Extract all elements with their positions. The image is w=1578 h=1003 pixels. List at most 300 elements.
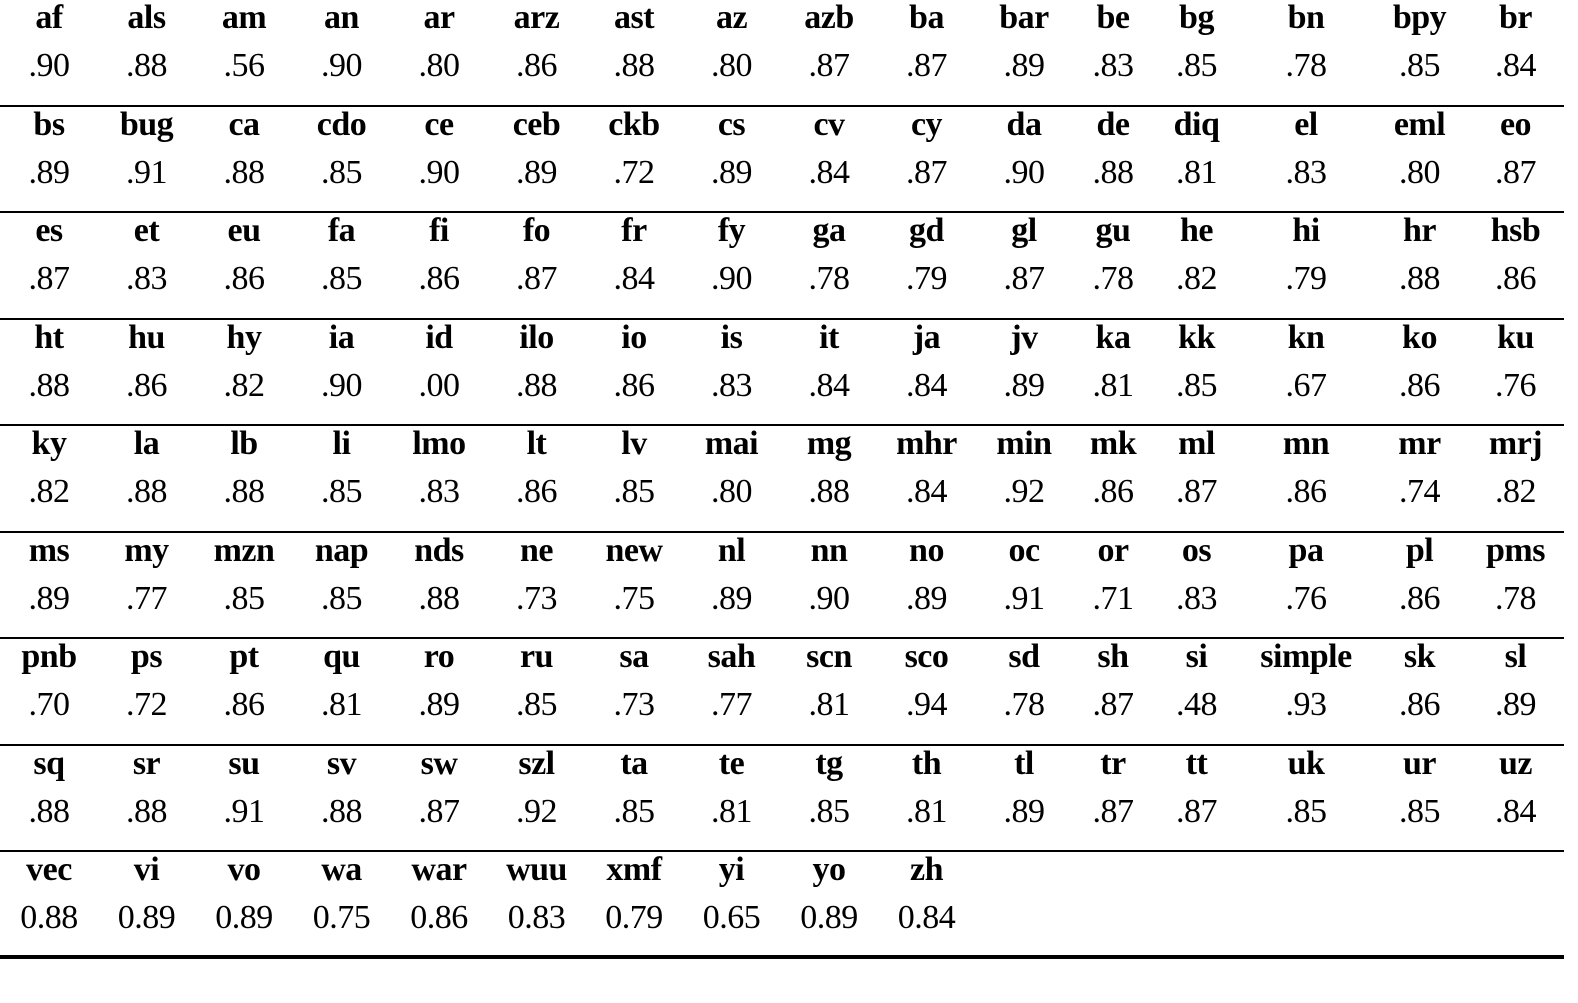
language-code-cell: cv: [813, 105, 845, 143]
language-code-cell: ia: [328, 318, 355, 356]
score-cell: .81: [1092, 366, 1134, 404]
score-cell: .85: [321, 153, 362, 191]
language-code-cell: mai: [704, 425, 759, 462]
language-code-cell: mrj: [1488, 425, 1543, 462]
score-cell: .87: [808, 47, 850, 84]
language-code-cell: is: [720, 318, 743, 356]
language-code-cell: eo: [1499, 105, 1532, 143]
language-code-cell: vo: [227, 851, 261, 888]
language-code-cell: cy: [910, 105, 943, 143]
table-row-group: [0, 740, 1564, 853]
language-code-cell: am: [221, 0, 267, 36]
score-cell: .87: [1003, 260, 1045, 297]
score-cell: .88: [516, 366, 557, 404]
language-code-cell: tt: [1185, 744, 1208, 782]
score-cell: .85: [321, 473, 362, 510]
score-cell: .81: [808, 686, 850, 723]
language-code-cell: bn: [1287, 0, 1325, 36]
language-code-cell: hsb: [1490, 212, 1541, 249]
language-code-cell: ru: [520, 638, 553, 675]
language-code-cell: arz: [513, 0, 560, 36]
language-code-cell: hy: [226, 318, 262, 356]
score-cell: .88: [418, 579, 460, 617]
score-cell: .88: [321, 792, 362, 830]
score-cell: .89: [1495, 686, 1536, 723]
language-code-cell: pa: [1288, 531, 1324, 569]
score-cell: .91: [223, 792, 265, 830]
score-cell: 0.88: [20, 899, 78, 936]
language-code-row: [0, 0, 1564, 42]
language-code-cell: fy: [717, 212, 746, 249]
score-cell: .70: [28, 686, 70, 723]
language-code-cell: ky: [31, 425, 67, 462]
score-cell: .85: [321, 579, 362, 617]
language-code-cell: te: [718, 744, 745, 782]
language-code-cell: la: [133, 425, 160, 462]
score-cell: .78: [1092, 260, 1134, 297]
language-code-cell: sw: [420, 744, 458, 782]
score-cell: .82: [28, 473, 70, 510]
language-code-cell: es: [35, 212, 63, 249]
score-cell: .76: [1285, 579, 1327, 617]
score-row: [0, 362, 1564, 410]
language-code-cell: bg: [1179, 0, 1214, 36]
score-cell: .90: [711, 260, 752, 297]
language-code-cell: sk: [1403, 638, 1436, 675]
language-code-row: [0, 314, 1564, 362]
language-code-cell: ckb: [608, 105, 660, 143]
language-code-cell: lb: [230, 425, 258, 462]
language-code-row: [0, 527, 1564, 575]
language-code-cell: ta: [620, 744, 648, 782]
score-cell: .90: [808, 579, 850, 617]
table-row-group: [0, 314, 1564, 427]
score-row: [0, 149, 1564, 197]
table-row-group: [0, 420, 1564, 533]
score-cell: 0.89: [800, 899, 858, 936]
score-cell: .85: [1176, 366, 1217, 404]
language-code-cell: de: [1096, 105, 1130, 143]
language-code-cell: mzn: [213, 531, 275, 569]
language-code-cell: diq: [1173, 105, 1220, 143]
score-cell: .90: [321, 366, 362, 404]
score-cell: .80: [1399, 153, 1440, 191]
language-code-cell: sa: [619, 638, 649, 675]
language-code-cell: ba: [909, 0, 944, 36]
score-cell: .86: [1285, 473, 1327, 510]
language-code-cell: ro: [423, 638, 455, 675]
language-code-row: [0, 740, 1564, 788]
language-code-cell: new: [605, 531, 663, 569]
language-code-cell: kk: [1178, 318, 1215, 356]
language-code-cell: af: [35, 0, 63, 36]
table-row-group: [0, 527, 1564, 640]
score-cell: .87: [418, 792, 460, 830]
score-cell: .78: [808, 260, 850, 297]
language-code-row: [0, 420, 1564, 468]
score-cell: .88: [1092, 153, 1134, 191]
score-cell: .89: [1003, 792, 1045, 830]
language-code-cell: ml: [1178, 425, 1215, 462]
language-code-cell: pl: [1405, 531, 1434, 569]
language-code-cell: th: [911, 744, 942, 782]
score-cell: .86: [1092, 473, 1134, 510]
language-code-cell: my: [124, 531, 169, 569]
score-cell: .85: [321, 260, 362, 297]
score-cell: .89: [28, 153, 70, 191]
score-cell: 0.86: [410, 899, 468, 936]
language-code-cell: nl: [717, 531, 746, 569]
score-cell: .00: [418, 366, 460, 404]
language-code-cell: no: [909, 531, 944, 569]
language-code-cell: yi: [718, 851, 745, 888]
score-cell: .73: [516, 579, 557, 617]
score-cell: .85: [808, 792, 850, 830]
language-code-cell: fr: [621, 212, 647, 249]
language-code-cell: eml: [1393, 105, 1446, 143]
score-cell: .76: [1495, 366, 1536, 404]
language-code-cell: vi: [133, 851, 160, 888]
score-cell: .89: [418, 686, 460, 723]
score-cell: .81: [906, 792, 947, 830]
table-row-group: [0, 633, 1564, 746]
score-cell: .88: [223, 473, 265, 510]
language-code-cell: an: [324, 0, 359, 36]
language-code-cell: da: [1006, 105, 1042, 143]
score-cell: .73: [613, 686, 655, 723]
score-cell: 0.89: [215, 899, 273, 936]
table-row-group: [0, 0, 1564, 107]
score-cell: .78: [1285, 47, 1327, 84]
language-code-cell: os: [1181, 531, 1212, 569]
score-cell: .91: [126, 153, 167, 191]
language-code-cell: oc: [1008, 531, 1040, 569]
language-code-cell: ilo: [519, 318, 554, 356]
language-code-cell: mk: [1089, 425, 1137, 462]
language-code-cell: lt: [526, 425, 547, 462]
language-code-cell: et: [133, 212, 160, 249]
language-code-cell: bpy: [1392, 0, 1447, 36]
score-cell: .94: [906, 686, 947, 723]
language-code-cell: azb: [804, 0, 854, 36]
score-cell: .87: [906, 47, 947, 84]
score-cell: .84: [906, 366, 947, 404]
score-cell: .85: [1399, 47, 1440, 84]
language-code-cell: zh: [910, 851, 943, 888]
language-code-cell: cdo: [316, 105, 367, 143]
score-cell: .88: [126, 47, 167, 84]
language-code-cell: war: [411, 851, 467, 888]
language-code-cell: mr: [1398, 425, 1441, 462]
score-cell: .72: [126, 686, 167, 723]
language-code-cell: yo: [812, 851, 846, 888]
score-cell: .93: [1285, 686, 1327, 723]
score-cell: .82: [1495, 473, 1536, 510]
table-row-group: [0, 846, 1564, 959]
score-row: [0, 42, 1564, 90]
language-code-cell: pnb: [21, 638, 77, 675]
language-code-cell: lv: [621, 425, 647, 462]
language-code-cell: bug: [119, 105, 174, 143]
score-cell: .78: [1495, 579, 1536, 617]
score-cell: .82: [1176, 260, 1217, 297]
score-cell: 0.79: [605, 899, 663, 936]
language-code-cell: mg: [806, 425, 852, 462]
language-code-cell: ar: [423, 0, 455, 36]
score-cell: .82: [223, 366, 265, 404]
score-cell: .83: [1092, 47, 1134, 84]
score-cell: .79: [1285, 260, 1327, 297]
language-code-cell: nds: [414, 531, 464, 569]
score-cell: .89: [711, 579, 752, 617]
language-code-cell: qu: [323, 638, 360, 675]
score-cell: .88: [1399, 260, 1440, 297]
language-code-cell: tg: [815, 744, 843, 782]
score-cell: .83: [1285, 153, 1327, 191]
score-cell: .85: [1176, 47, 1217, 84]
language-code-row: [0, 101, 1564, 149]
score-cell: .89: [1003, 366, 1045, 404]
score-cell: .88: [223, 153, 265, 191]
score-cell: 0.65: [702, 899, 761, 936]
language-code-cell: als: [127, 0, 166, 36]
language-code-cell: sah: [707, 638, 756, 675]
language-code-cell: sco: [904, 638, 949, 675]
score-cell: .87: [28, 260, 70, 297]
score-cell: .79: [906, 260, 947, 297]
score-cell: .87: [1092, 792, 1134, 830]
language-code-cell: ast: [613, 0, 655, 36]
language-code-cell: br: [1499, 0, 1532, 36]
language-code-cell: tr: [1100, 744, 1126, 782]
language-code-cell: ca: [228, 105, 260, 143]
score-cell: .89: [516, 153, 557, 191]
language-code-cell: ms: [28, 531, 70, 569]
language-code-cell: bs: [33, 105, 65, 143]
language-code-cell: tl: [1014, 744, 1034, 782]
language-code-cell: ht: [34, 318, 64, 356]
language-code-cell: szl: [518, 744, 555, 782]
language-code-cell: ku: [1497, 318, 1534, 356]
score-cell: .86: [1399, 366, 1440, 404]
language-code-cell: mn: [1282, 425, 1330, 462]
score-row: [0, 894, 1564, 942]
score-cell: .88: [28, 792, 70, 830]
score-cell: .89: [28, 579, 70, 617]
score-cell: .86: [1399, 579, 1440, 617]
score-row: [0, 681, 1564, 729]
language-code-cell: ko: [1402, 318, 1437, 356]
score-cell: .84: [808, 153, 850, 191]
language-code-cell: cs: [717, 105, 746, 143]
language-code-cell: bar: [999, 0, 1049, 36]
score-cell: .86: [223, 686, 265, 723]
language-code-cell: min: [996, 425, 1052, 462]
score-cell: .87: [516, 260, 557, 297]
score-cell: .88: [126, 473, 167, 510]
language-code-cell: fa: [327, 212, 356, 249]
language-code-cell: lmo: [412, 425, 466, 462]
language-code-cell: be: [1096, 0, 1130, 36]
language-code-cell: sr: [132, 744, 161, 782]
score-cell: 0.84: [897, 899, 956, 936]
score-cell: .86: [613, 366, 655, 404]
score-cell: .86: [516, 47, 557, 84]
score-row: [0, 575, 1564, 623]
table-row-group: [0, 207, 1564, 320]
language-code-cell: sl: [1504, 638, 1527, 675]
language-code-cell: nap: [314, 531, 369, 569]
score-cell: .81: [321, 686, 362, 723]
language-code-cell: uk: [1287, 744, 1325, 782]
score-cell: .85: [1285, 792, 1327, 830]
language-code-cell: ce: [424, 105, 454, 143]
score-cell: .83: [126, 260, 167, 297]
language-code-cell: it: [819, 318, 839, 356]
language-code-cell: io: [621, 318, 647, 356]
score-cell: .80: [418, 47, 460, 84]
score-cell: .90: [418, 153, 460, 191]
score-cell: .78: [1003, 686, 1045, 723]
score-cell: .86: [418, 260, 460, 297]
score-cell: .85: [516, 686, 557, 723]
score-cell: .91: [1003, 579, 1045, 617]
language-code-cell: hi: [1292, 212, 1320, 249]
language-code-cell: fi: [429, 212, 449, 249]
score-cell: .86: [516, 473, 557, 510]
score-cell: .84: [1495, 792, 1536, 830]
score-cell: .88: [126, 792, 167, 830]
language-code-cell: sd: [1008, 638, 1040, 675]
score-cell: .87: [1176, 473, 1217, 510]
score-cell: .75: [613, 579, 655, 617]
score-cell: .80: [711, 473, 752, 510]
language-code-cell: scn: [806, 638, 852, 675]
score-cell: .85: [613, 792, 655, 830]
language-code-cell: gu: [1095, 212, 1131, 249]
language-code-cell: he: [1180, 212, 1213, 249]
score-cell: .67: [1285, 366, 1327, 404]
score-cell: .83: [711, 366, 752, 404]
language-code-cell: ja: [912, 318, 941, 356]
language-code-cell: sq: [33, 744, 65, 782]
score-cell: .84: [613, 260, 655, 297]
language-code-cell: eu: [227, 212, 261, 249]
score-cell: .90: [28, 47, 70, 84]
score-cell: .83: [1176, 579, 1217, 617]
score-cell: .89: [1003, 47, 1045, 84]
language-code-cell: fo: [522, 212, 551, 249]
language-code-cell: ps: [130, 638, 163, 675]
language-code-row: [0, 846, 1564, 894]
language-code-cell: id: [425, 318, 453, 356]
language-code-cell: hu: [128, 318, 165, 356]
score-cell: .87: [906, 153, 947, 191]
score-cell: .85: [1399, 792, 1440, 830]
score-cell: .86: [1495, 260, 1536, 297]
language-code-cell: nn: [810, 531, 848, 569]
language-code-cell: si: [1185, 638, 1208, 675]
score-cell: .56: [223, 47, 265, 84]
score-cell: .86: [1399, 686, 1440, 723]
language-code-row: [0, 633, 1564, 681]
score-cell: .83: [418, 473, 460, 510]
score-cell: .88: [808, 473, 850, 510]
language-code-cell: sv: [326, 744, 357, 782]
score-cell: .81: [1176, 153, 1217, 191]
language-code-cell: ka: [1095, 318, 1131, 356]
language-code-cell: ceb: [512, 105, 561, 143]
language-code-cell: sh: [1097, 638, 1129, 675]
score-cell: .84: [1495, 47, 1536, 84]
language-code-cell: mhr: [896, 425, 957, 462]
score-cell: .86: [126, 366, 167, 404]
score-cell: 0.83: [507, 899, 566, 936]
language-code-cell: hr: [1403, 212, 1436, 249]
language-code-cell: xmf: [606, 851, 662, 888]
score-cell: .92: [516, 792, 557, 830]
score-cell: .71: [1092, 579, 1134, 617]
score-cell: .87: [1176, 792, 1217, 830]
score-cell: .84: [808, 366, 850, 404]
language-code-cell: pms: [1486, 531, 1545, 569]
score-cell: 0.75: [312, 899, 371, 936]
score-cell: .89: [711, 153, 752, 191]
score-cell: .85: [613, 473, 655, 510]
language-code-cell: gl: [1011, 212, 1037, 249]
score-cell: .92: [1003, 473, 1045, 510]
language-code-cell: li: [332, 425, 351, 462]
score-cell: .74: [1399, 473, 1440, 510]
language-code-cell: jv: [1010, 318, 1038, 356]
score-cell: .84: [906, 473, 947, 510]
language-code-cell: vec: [26, 851, 72, 888]
language-code-cell: el: [1294, 105, 1318, 143]
score-cell: .86: [223, 260, 265, 297]
score-cell: .87: [1495, 153, 1536, 191]
score-cell: .77: [711, 686, 752, 723]
score-cell: .77: [126, 579, 167, 617]
score-cell: .85: [223, 579, 265, 617]
score-cell: .89: [906, 579, 947, 617]
language-code-cell: gd: [909, 212, 944, 249]
language-code-cell: simple: [1260, 638, 1352, 675]
score-cell: 0.89: [117, 899, 176, 936]
score-cell: .87: [1092, 686, 1134, 723]
score-cell: .90: [1003, 153, 1045, 191]
score-cell: .80: [711, 47, 752, 84]
language-code-cell: su: [228, 744, 260, 782]
language-code-cell: pt: [229, 638, 259, 675]
score-cell: .48: [1176, 686, 1217, 723]
language-code-cell: az: [715, 0, 748, 36]
score-cell: .72: [613, 153, 655, 191]
table-row-group: [0, 101, 1564, 214]
language-code-cell: ne: [520, 531, 553, 569]
language-code-cell: or: [1097, 531, 1129, 569]
score-row: [0, 788, 1564, 836]
language-code-cell: kn: [1287, 318, 1325, 356]
score-row: [0, 255, 1564, 303]
language-code-cell: ga: [812, 212, 846, 249]
language-code-cell: wa: [321, 851, 362, 888]
language-code-cell: wuu: [506, 851, 567, 888]
score-cell: .81: [711, 792, 752, 830]
score-cell: .88: [613, 47, 655, 84]
score-cell: .90: [321, 47, 362, 84]
language-code-cell: uz: [1499, 744, 1532, 782]
language-code-row: [0, 207, 1564, 255]
